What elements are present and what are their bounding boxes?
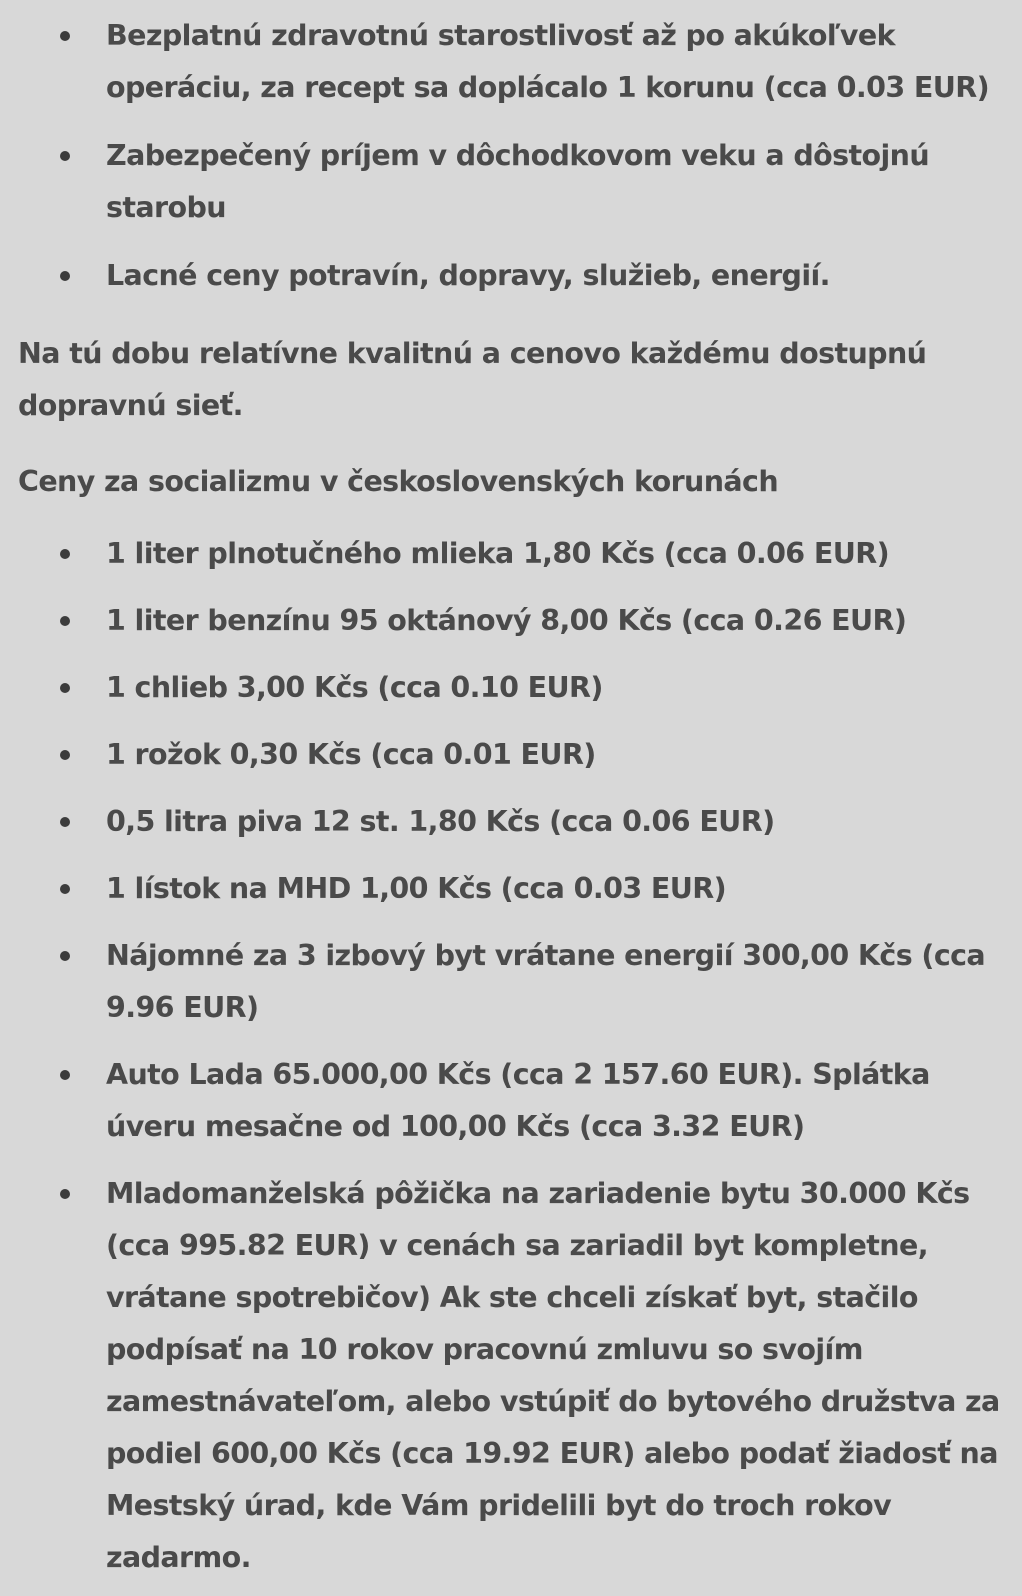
list-item: 1 chlieb 3,00 Kčs (cca 0.10 EUR) — [106, 662, 1010, 714]
list-item: 1 rožok 0,30 Kčs (cca 0.01 EUR) — [106, 729, 1010, 781]
list-item: Mladomanželská pôžička na zariadenie bytu 30.000 Kčs (cca 995.82 EUR) v cenách sa zariadil byt kompletne, vrátane spotrebičov) Ak ste chceli získať byt, stačilo podpísať na 10 rokov pracovnú zmluvu so svojím zamestnávateľom, alebo vstúpiť do bytového družstva za podiel 600,00 Kčs (cca 19.92 EUR) alebo podať žiadosť na Mestský úrad, kde Vám pridelili byt do troch rokov zadarmo. — [106, 1168, 1010, 1584]
list-item: 1 liter benzínu 95 oktánový 8,00 Kčs (cca 0.26 EUR) — [106, 595, 1010, 647]
list-item: 1 lístok na MHD 1,00 Kčs (cca 0.03 EUR) — [106, 863, 1010, 915]
list-item: Lacné ceny potravín, dopravy, služieb, energií. — [106, 250, 1010, 302]
prices-heading: Ceny za socializmu v československých korunách — [18, 465, 779, 498]
list-item: Zabezpečený príjem v dôchodkovom veku a dôstojnú starobu — [106, 130, 1010, 234]
prices-list — [18, 528, 1010, 1584]
transport-paragraph: Na tú dobu relatívne kvalitnú a cenovo každému dostupnú dopravnú sieť. — [18, 337, 927, 422]
benefits-list — [18, 10, 1010, 302]
list-item: 0,5 litra piva 12 st. 1,80 Kčs (cca 0.06 EUR) — [106, 796, 1010, 848]
list-item: Auto Lada 65.000,00 Kčs (cca 2 157.60 EUR). Splátka úveru mesačne od 100,00 Kčs (cca 3.32 EUR) — [106, 1049, 1010, 1153]
list-item: Nájomné za 3 izbový byt vrátane energií 300,00 Kčs (cca 9.96 EUR) — [106, 930, 1010, 1034]
list-item: 1 liter plnotučného mlieka 1,80 Kčs (cca 0.06 EUR) — [106, 528, 1010, 580]
list-item: Bezplatnú zdravotnú starostlivosť až po akúkoľvek operáciu, za recept sa doplácalo 1 korunu (cca 0.03 EUR) — [106, 10, 1010, 114]
